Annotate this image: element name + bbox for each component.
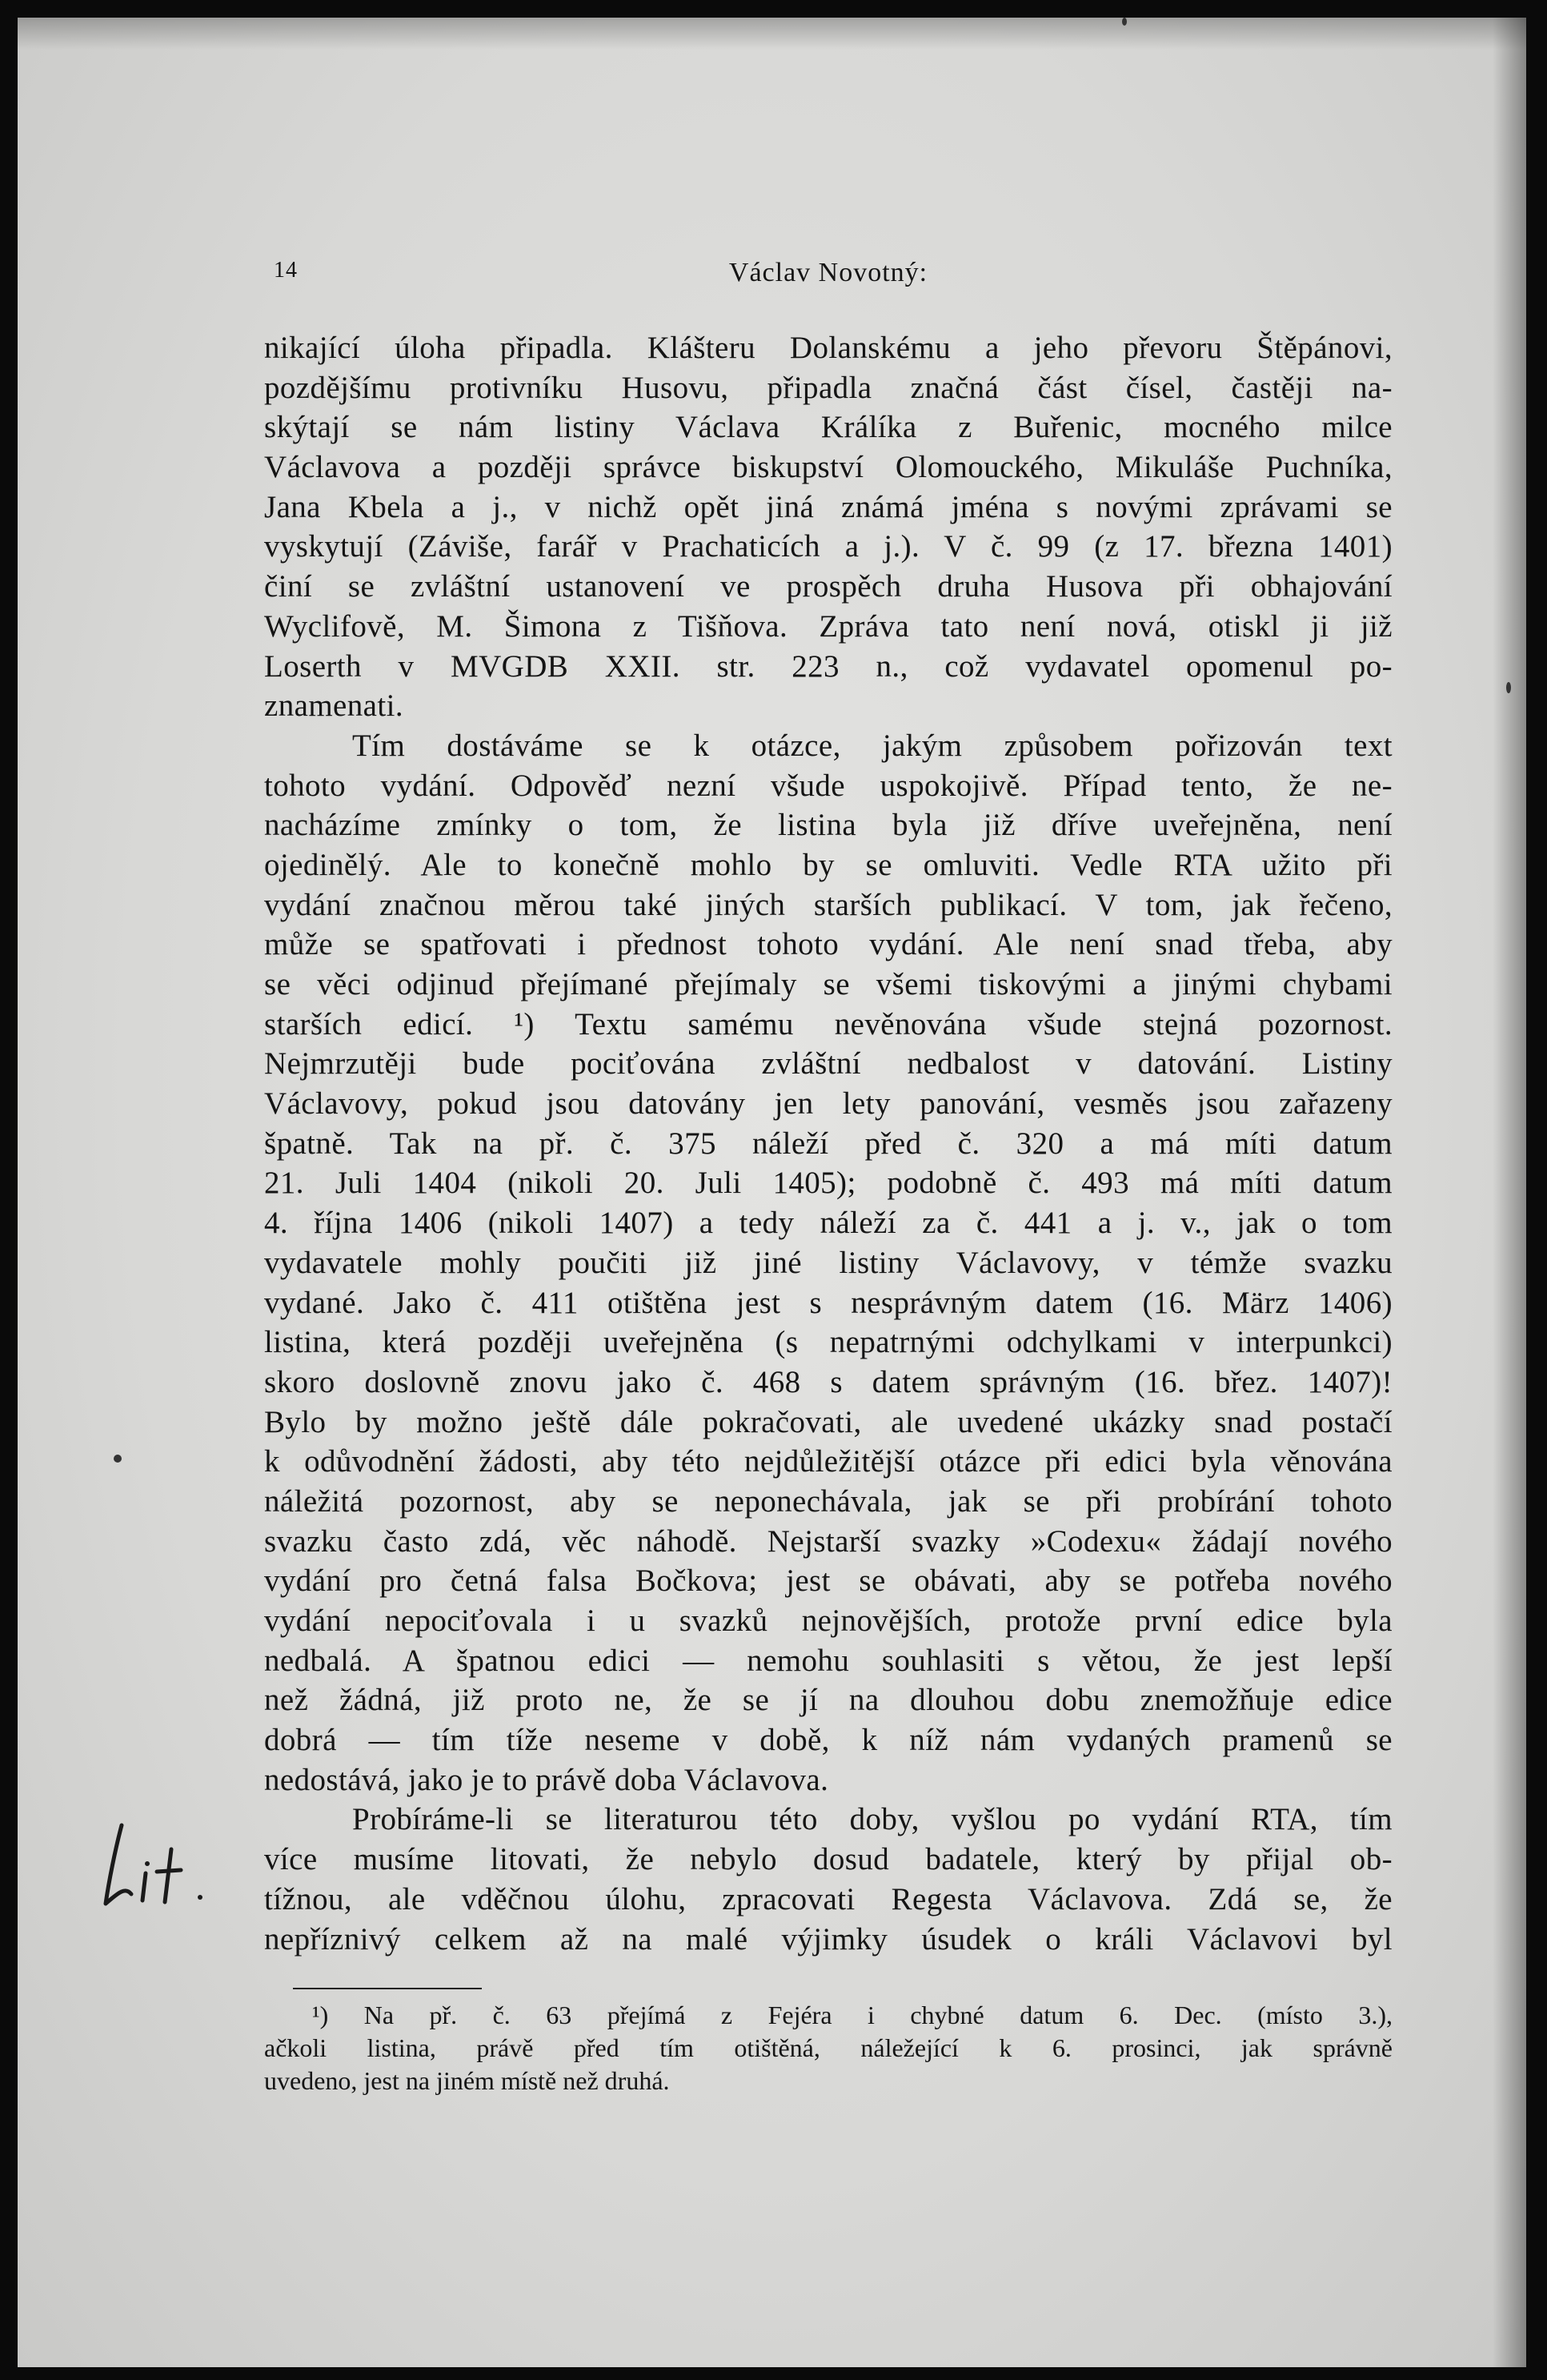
text-line: k odůvodnění žádosti, aby této nejdůležitější otázce při edici byla věnována (264, 1444, 1393, 1479)
text-line: vydání značnou měrou také jiných starších publikací. V tom, jak řečeno, (264, 887, 1393, 922)
text-line: vydání pro četná falsa Bočkova; jest se obávati, aby se potřeba nového (264, 1563, 1393, 1599)
text-line: vydané. Jako č. 411 otištěna jest s nesprávným datem (16. März 1406) (264, 1285, 1393, 1320)
text-line: Probíráme-li se literaturou této doby, vyšlou po vydání RTA, tím (352, 1802, 1393, 1837)
footnote-rule (293, 1988, 482, 1989)
text-line: Nejmrzutěji bude pociťována zvláštní nedbalost v datování. Listiny (264, 1046, 1393, 1082)
footnote (264, 1999, 1393, 2097)
text-line: nikající úloha připadla. Klášteru Dolanskému a jeho převoru Štěpánovi, (264, 331, 1393, 365)
text-line: svazku často zdá, věc náhodě. Nejstarší svazky »Codexu« žádají nového (264, 1523, 1393, 1559)
scan-speck (1506, 682, 1511, 693)
text-line: znamenati. (264, 688, 403, 724)
text-line: skýtají se nám listiny Václava Králíka z Buřenic, mocného milce (264, 410, 1393, 445)
text-line: Bylo by možno ještě dále pokračovati, ale uvedené ukázky snad postačí (264, 1404, 1393, 1439)
text-line: nedostává, jako je to právě doba Václavova. (264, 1762, 829, 1797)
text-line: se věci odjinud přejímané přejímaly se všemi tiskovými a jinými chybami (264, 967, 1393, 1001)
text-line: dobrá — tím tíže neseme v době, k níž nám vydaných pramenů se (264, 1723, 1393, 1758)
text-line: nepříznivý celkem až na malé výjimky úsudek o králi Václavovi byl (264, 1921, 1393, 1957)
text-line: vyskytují (Záviše, farář v Prachaticích a j.). V č. 99 (z 17. března 1401) (264, 529, 1393, 564)
footnote-line: ¹) Na př. č. 63 přejímá z Fejéra i chybné datum 6. Dec. (místo 3.), (312, 2001, 1393, 2030)
page-spine-shadow (1493, 18, 1526, 2367)
body-text (264, 328, 1393, 1959)
text-line: Václavovy, pokud jsou datovány jen lety panování, vesměs jsou zařazeny (264, 1086, 1393, 1122)
text-line: Tím dostáváme se k otázce, jakým způsobem pořizován text (352, 728, 1393, 763)
text-line: náležitá pozornost, aby se neponechávala, jak se při probírání tohoto (264, 1483, 1393, 1519)
text-line: nedbalá. A špatnou edici — nemohu souhlasiti s větou, že jest lepší (264, 1643, 1393, 1678)
text-line: Wyclifově, M. Šimona z Tišňova. Zpráva tato není nová, otiskl ji již (264, 608, 1393, 644)
page-top-shadow (18, 18, 1526, 50)
text-line: Jana Kbela a j., v nichž opět jiná známá jména s novými zprávami se (264, 489, 1393, 524)
scanned-page (18, 18, 1526, 2367)
text-line: tohoto vydání. Odpověď nezní všude uspokojivě. Případ tento, že ne- (264, 768, 1393, 803)
text-line: skoro doslovně znovu jako č. 468 s datem správným (16. břez. 1407)! (264, 1364, 1393, 1399)
scan-speck (1122, 18, 1127, 26)
text-line: pozdějšímu protivníku Husovu, připadla značná část čísel, častěji na- (264, 370, 1393, 405)
text-line: tížnou, ale vděčnou úlohu, zpracovati Regesta Václavova. Zdá se, že (264, 1881, 1393, 1916)
footnote-line: ačkoli listina, právě před tím otištěná, náležející k 6. prosinci, jak správně (264, 2033, 1393, 2063)
handwritten-margin-note (98, 1817, 242, 1913)
running-head (264, 258, 1393, 293)
text-line: může se spatřovati i přednost tohoto vydání. Ale není snad třeba, aby (264, 927, 1393, 962)
text-line: starších edicí. ¹) Textu samému nevěnována všude stejná pozornost. (264, 1006, 1393, 1042)
text-line: špatně. Tak na př. č. 375 náleží před č. 320 a má míti datum (264, 1126, 1393, 1161)
text-line: listina, která později uveřejněna (s nepatrnými odchylkami v interpunkci) (264, 1325, 1393, 1360)
paragraph-1 (264, 328, 1393, 726)
page-number: 14 (274, 258, 298, 283)
text-block (264, 258, 1393, 2097)
footnote-line: uvedeno, jest na jiném místě než druhá. (264, 2066, 670, 2096)
text-line: více musíme litovati, že nebylo dosud badatele, který by přijal ob- (264, 1842, 1393, 1877)
text-line: 21. Juli 1404 (nikoli 20. Juli 1405); podobně č. 493 má míti datum (264, 1166, 1393, 1201)
text-line: vydavatele mohly poučiti již jiné listiny Václavovy, v témže svazku (264, 1245, 1393, 1280)
text-line: vydání nepociťovala i u svazků nejnovějších, protože první edice byla (264, 1603, 1393, 1638)
text-line: činí se zvláštní ustanovení ve prospěch druha Husova při obhajování (264, 569, 1393, 604)
text-line: nacházíme zmínky o tom, že listina byla již dříve uveřejněna, není (264, 808, 1393, 843)
text-line: Václavova a později správce biskupství Olomouckého, Mikuláše Puchníka, (264, 450, 1393, 485)
text-line: ojedinělý. Ale to konečně mohlo by se omluviti. Vedle RTA užito při (264, 847, 1393, 882)
paragraph-3 (264, 1800, 1393, 1959)
text-line: než žádná, již proto ne, že se jí na dlouhou dobu znemožňuje edice (264, 1683, 1393, 1718)
running-head-author: Václav Novotný: (728, 258, 928, 287)
paragraph-2 (264, 726, 1393, 1800)
text-line: 4. října 1406 (nikoli 1407) a tedy náleží za č. 441 a j. v., jak o tom (264, 1206, 1393, 1241)
text-line: Loserth v MVGDB XXII. str. 223 n., což vydavatel opomenul po- (264, 648, 1393, 684)
scan-speck (114, 1455, 122, 1463)
